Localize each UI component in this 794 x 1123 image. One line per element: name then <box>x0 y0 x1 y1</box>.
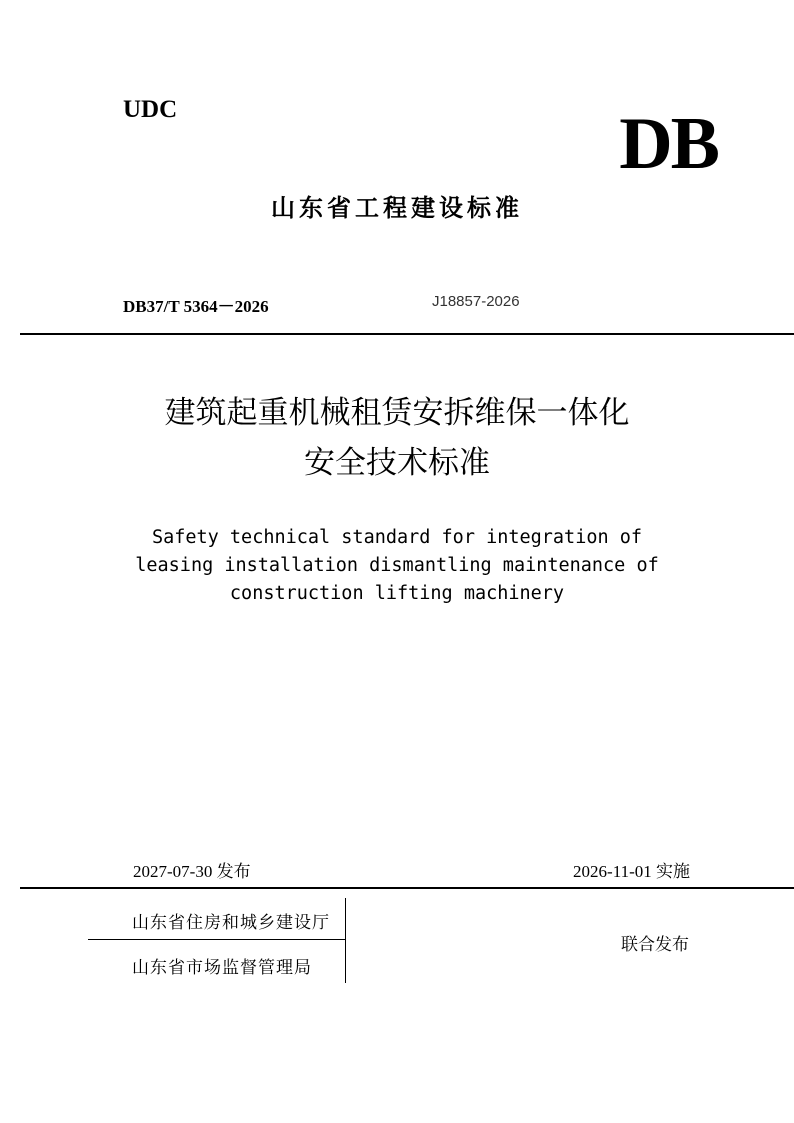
document-title <box>0 388 794 488</box>
record-number: J18857-2026 <box>432 293 520 310</box>
issuer-separator <box>88 939 345 940</box>
standard-type: 山东省工程建设标准 <box>271 194 523 222</box>
top-divider <box>20 333 794 335</box>
udc-label: UDC <box>123 96 178 123</box>
english-title-text: Safety technical standard for integration of leasing installation dismantling maintenance of construction lifting machinery <box>135 527 659 604</box>
bottom-divider <box>20 887 794 889</box>
english-title <box>0 524 794 608</box>
publish-date: 2027-07-30 发布 <box>133 862 251 881</box>
issuer-market-bureau: 山东省市场监督管理局 <box>132 958 312 978</box>
issuer-vertical-line <box>345 898 346 983</box>
issuer-housing-dept: 山东省住房和城乡建设厅 <box>132 913 330 933</box>
db-mark: DB <box>619 103 718 185</box>
joint-publish-label: 联合发布 <box>621 935 689 955</box>
standard-number: DB37/T 5364－2026 <box>123 297 269 316</box>
implement-date: 2026-11-01 实施 <box>573 862 690 881</box>
title-line-2: 安全技术标准 <box>304 445 490 481</box>
title-line-1: 建筑起重机械租赁安拆维保一体化 <box>164 395 630 431</box>
